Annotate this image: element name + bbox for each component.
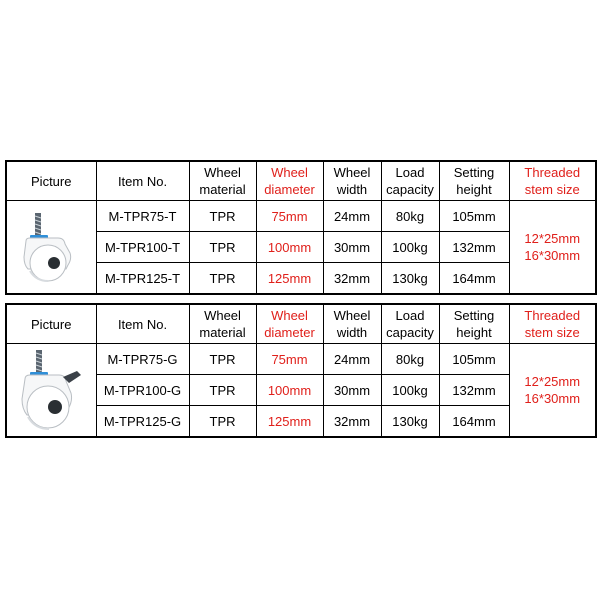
caster-threaded-stem-icon	[18, 209, 84, 285]
diameter-cell: 125mm	[256, 406, 323, 438]
caster-threaded-stem-brake-icon	[15, 347, 87, 433]
header-stem-size	[509, 304, 596, 344]
header-wheel-width-line1: Wheel	[333, 165, 371, 180]
header-wheel-material-line1: Wheel	[204, 165, 241, 180]
item-no-cell: M-TPR100-T	[96, 232, 189, 263]
stem-size-value: 12*25mm	[524, 374, 581, 389]
header-picture: Picture	[6, 304, 96, 344]
load-cell: 100kg	[381, 375, 439, 406]
load-cell: 80kg	[381, 344, 439, 375]
width-cell: 30mm	[323, 232, 381, 263]
table-row	[6, 344, 596, 375]
header-wheel-material-line2: material	[199, 182, 246, 197]
width-cell: 32mm	[323, 406, 381, 438]
height-cell: 164mm	[439, 263, 509, 295]
width-cell: 32mm	[323, 263, 381, 295]
spec-table-threaded-stem	[5, 160, 597, 295]
header-wheel-diameter-line2: diameter	[264, 325, 315, 340]
header-stem-size-line2: stem size	[524, 325, 580, 340]
diameter-cell: 100mm	[256, 232, 323, 263]
header-load-capacity-line1: Load	[395, 165, 425, 180]
material-cell: TPR	[189, 344, 256, 375]
diameter-cell: 125mm	[256, 263, 323, 295]
header-wheel-material-line1: Wheel	[204, 308, 241, 323]
stem-size-value: 16*30mm	[524, 391, 581, 406]
header-load-capacity	[381, 161, 439, 201]
material-cell: TPR	[189, 201, 256, 232]
header-stem-size-line1: Threaded	[524, 308, 581, 323]
stem-size-value: 16*30mm	[524, 248, 581, 263]
header-setting-height-line2: height	[456, 325, 492, 340]
load-cell: 130kg	[381, 406, 439, 438]
width-cell: 24mm	[323, 201, 381, 232]
header-wheel-material	[189, 304, 256, 344]
height-cell: 132mm	[439, 232, 509, 263]
diameter-cell: 100mm	[256, 375, 323, 406]
header-stem-size	[509, 161, 596, 201]
header-wheel-material	[189, 161, 256, 201]
header-setting-height-line2: height	[456, 182, 492, 197]
header-setting-height-line1: Setting	[453, 165, 495, 180]
header-stem-size-line1: Threaded	[524, 165, 581, 180]
material-cell: TPR	[189, 375, 256, 406]
header-wheel-width-line2: width	[336, 182, 368, 197]
item-no-cell: M-TPR125-G	[96, 406, 189, 438]
header-wheel-width-line1: Wheel	[333, 308, 371, 323]
header-stem-size-line2: stem size	[524, 182, 580, 197]
item-no-cell: M-TPR125-T	[96, 263, 189, 295]
header-row	[6, 161, 596, 201]
diameter-cell: 75mm	[256, 344, 323, 375]
material-cell: TPR	[189, 232, 256, 263]
width-cell: 24mm	[323, 344, 381, 375]
height-cell: 164mm	[439, 406, 509, 438]
spec-table-threaded-stem-brake	[5, 303, 597, 438]
picture-cell	[6, 344, 96, 438]
header-item-no: Item No.	[96, 304, 189, 344]
header-load-capacity-line2: capacity	[386, 325, 434, 340]
header-wheel-width-line2: width	[336, 325, 368, 340]
header-setting-height	[439, 304, 509, 344]
header-wheel-width	[323, 161, 381, 201]
diameter-cell: 75mm	[256, 201, 323, 232]
header-setting-height-line1: Setting	[453, 308, 495, 323]
header-wheel-diameter	[256, 304, 323, 344]
stem-size-value: 12*25mm	[524, 231, 581, 246]
height-cell: 105mm	[439, 201, 509, 232]
height-cell: 105mm	[439, 344, 509, 375]
header-row	[6, 304, 596, 344]
header-wheel-material-line2: material	[199, 325, 246, 340]
header-wheel-diameter-line1: Wheel	[271, 165, 308, 180]
load-cell: 80kg	[381, 201, 439, 232]
stem-size-cell	[509, 344, 596, 438]
header-load-capacity	[381, 304, 439, 344]
header-load-capacity-line2: capacity	[386, 182, 434, 197]
load-cell: 100kg	[381, 232, 439, 263]
item-no-cell: M-TPR75-G	[96, 344, 189, 375]
header-setting-height	[439, 161, 509, 201]
width-cell: 30mm	[323, 375, 381, 406]
header-load-capacity-line1: Load	[395, 308, 425, 323]
header-wheel-diameter	[256, 161, 323, 201]
stem-size-cell	[509, 201, 596, 295]
table-row	[6, 201, 596, 232]
picture-cell	[6, 201, 96, 295]
item-no-cell: M-TPR75-T	[96, 201, 189, 232]
material-cell: TPR	[189, 406, 256, 438]
header-wheel-width	[323, 304, 381, 344]
header-wheel-diameter-line2: diameter	[264, 182, 315, 197]
header-wheel-diameter-line1: Wheel	[271, 308, 308, 323]
item-no-cell: M-TPR100-G	[96, 375, 189, 406]
header-picture: Picture	[6, 161, 96, 201]
header-item-no: Item No.	[96, 161, 189, 201]
load-cell: 130kg	[381, 263, 439, 295]
material-cell: TPR	[189, 263, 256, 295]
height-cell: 132mm	[439, 375, 509, 406]
